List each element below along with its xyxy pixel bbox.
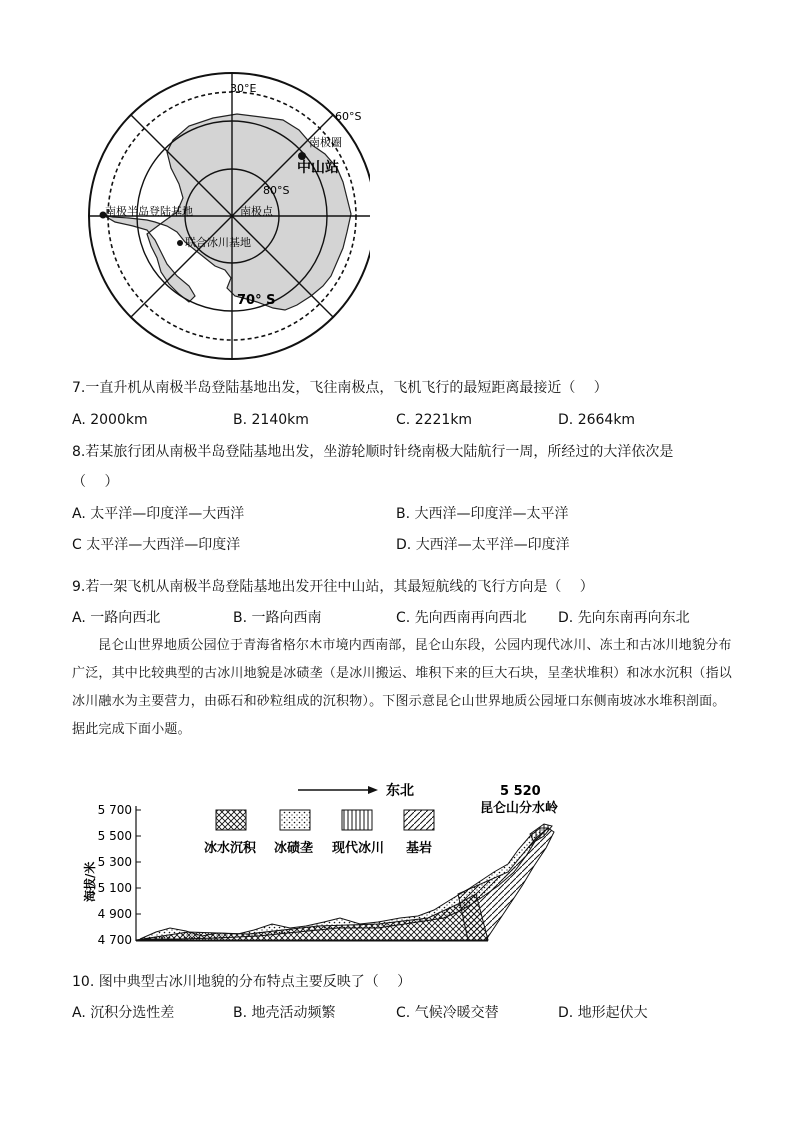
y-axis-title: 海拔/米 xyxy=(83,861,97,902)
q9-option-b[interactable]: B. 一路向西南 xyxy=(233,610,322,626)
q8-option-b[interactable]: B. 大西洋—印度洋—太平洋 xyxy=(396,506,569,522)
question-8 xyxy=(72,442,673,462)
legend-label-fluvioglacial: 冰水沉积 xyxy=(204,841,257,856)
lat-60s-label: 60°S xyxy=(335,110,362,123)
question-text: 若一架飞机从南极半岛登陆基地出发开往中山站，其最短航线的飞行方向是（ ） xyxy=(85,579,594,595)
zhongshan-station-marker xyxy=(298,152,306,160)
peninsula-base-label: 南极半岛登陆基地 xyxy=(105,205,193,218)
legend-label-bedrock: 基岩 xyxy=(406,841,433,856)
question-7 xyxy=(72,378,608,398)
glacial-profile-diagram xyxy=(78,776,568,948)
reading-passage: 昆仑山世界地质公园位于青海省格尔木市境内西南部，昆仑山东段，公园内现代冰川、冻土和古冰川地貌分布广泛，其中比较典型的古冰川地貌是冰碛垄（是冰川搬运、堆积下来的巨大石块，呈垄状堆积）和冰水沉积（指以冰川融水为主要营力，由砾石和砂粒组成的沉积物）。下图示意昆仑山世界地质公园垭口东侧南坡冰水堆积剖面。据此完成下面小题。 xyxy=(72,638,733,737)
q8-option-d[interactable]: D. 大西洋—太平洋—印度洋 xyxy=(396,537,570,553)
question-text: 若某旅行团从南极半岛登陆基地出发，坐游轮顺时针绕南极大陆航行一周，所经过的大洋依次是 xyxy=(85,444,674,460)
peak-name-label: 昆仑山分水岭 xyxy=(480,801,559,816)
question-number: 9. xyxy=(72,579,86,595)
union-glacier-marker xyxy=(177,240,183,246)
south-pole-label: 南极点 xyxy=(240,205,273,218)
q10-option-c[interactable]: C. 气候冷暖交替 xyxy=(396,1005,499,1021)
legend-label-modern-glacier: 现代冰川 xyxy=(332,841,385,856)
legend-swatch-bedrock xyxy=(404,810,434,830)
q8-option-c[interactable]: C 太平洋—大西洋—印度洋 xyxy=(72,537,241,553)
q9-option-d[interactable]: D. 先向东南再向东北 xyxy=(558,610,690,626)
q8-option-a[interactable]: A. 太平洋—印度洋—大西洋 xyxy=(72,506,245,522)
question-10 xyxy=(72,972,411,992)
legend-swatch-fluvioglacial xyxy=(216,810,246,830)
zhongshan-station-label: 中山站 xyxy=(297,160,339,176)
q9-option-a[interactable]: A. 一路向西北 xyxy=(72,610,161,626)
question-8-bracket: （ ） xyxy=(72,474,119,490)
question-text: 一直升机从南极半岛登陆基地出发，飞往南极点，飞机飞行的最短距离最接近（ ） xyxy=(85,380,608,396)
y-tick-5300: 5 300 xyxy=(97,855,132,869)
q10-option-b[interactable]: B. 地壳活动频繁 xyxy=(233,1005,336,1021)
peak-elevation-label: 5 520 xyxy=(500,784,541,799)
lat-80s-label: 80°S xyxy=(263,184,290,197)
q9-option-c[interactable]: C. 先向西南再向西北 xyxy=(396,610,527,626)
question-9 xyxy=(72,577,594,597)
q7-option-d[interactable]: D. 2664km xyxy=(558,412,636,428)
legend xyxy=(204,810,434,856)
legend-swatch-modern-glacier xyxy=(342,810,372,830)
question-text: 图中典型古冰川地貌的分布特点主要反映了（ ） xyxy=(98,974,412,990)
q10-option-d[interactable]: D. 地形起伏大 xyxy=(558,1005,648,1021)
legend-swatch-moraine xyxy=(280,810,310,830)
antarctica-polar-map xyxy=(85,72,370,367)
legend-label-moraine: 冰碛垄 xyxy=(274,841,314,856)
y-tick-5100: 5 100 xyxy=(97,881,132,895)
q7-option-a[interactable]: A. 2000km xyxy=(72,412,148,428)
y-tick-4700: 4 700 xyxy=(97,933,132,947)
y-tick-4900: 4 900 xyxy=(97,907,132,921)
question-number: 7. xyxy=(72,380,86,396)
y-tick-5500: 5 500 xyxy=(97,829,132,843)
lon-30e-label: 30°E xyxy=(230,82,257,95)
question-number: 8. xyxy=(72,444,86,460)
direction-label: 东北 xyxy=(386,783,414,799)
q10-option-a[interactable]: A. 沉积分选性差 xyxy=(72,1005,175,1021)
q7-option-b[interactable]: B. 2140km xyxy=(233,412,309,428)
y-tick-5700: 5 700 xyxy=(97,803,132,817)
union-glacier-label: 联合冰川基地 xyxy=(185,236,251,249)
q7-option-c[interactable]: C. 2221km xyxy=(396,412,473,428)
lat-70s-label: 70° S xyxy=(237,293,276,308)
antarctic-circle-label: 南极圈 xyxy=(309,136,342,149)
question-number: 10. xyxy=(72,974,95,990)
